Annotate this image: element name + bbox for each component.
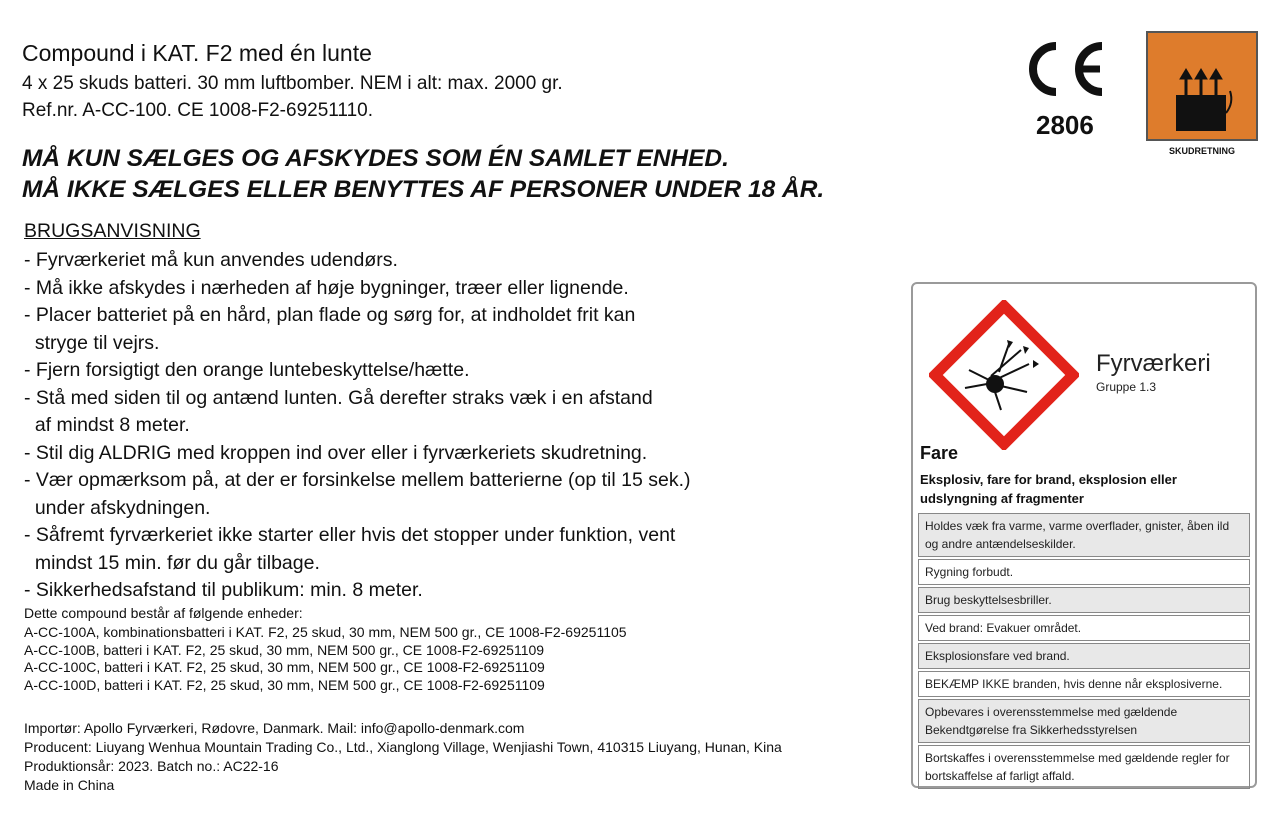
ghs-precaution-item: Brug beskyttelsesbriller. — [918, 587, 1250, 613]
instruction-line: - Stå med siden til og antænd lunten. Gå derefter straks væk i en afstand — [24, 386, 653, 409]
direction-caption: SKUDRETNING — [1168, 146, 1235, 156]
instruction-line: - Fyrværkeriet må kun anvendes udendørs. — [24, 249, 398, 271]
unit-item: A-CC-100D, batteri i KAT. F2, 25 skud, 30 mm, NEM 500 gr., CE 1008-F2-69251109 — [24, 676, 545, 693]
units-intro: Dette compound består af følgende enheder: — [24, 605, 303, 621]
unit-item: A-CC-100C, batteri i KAT. F2, 25 skud, 30 mm, NEM 500 gr., CE 1008-F2-69251109 — [24, 659, 545, 675]
instruction-line: - Må ikke afskydes i nærheden af høje bygninger, træer eller lignende. — [24, 276, 629, 299]
product-spec: 4 x 25 skuds batteri. 30 mm luftbomber. NEM i alt: max. 2000 gr. — [22, 73, 563, 94]
instruction-line: - Placer batteriet på en hård, plan flade og sørg for, at indholdet frit kan — [24, 304, 636, 326]
producer-info: Producent: Liuyang Wenhua Mountain Trading Co., Ltd., Xianglong Village, Wenjiashi Town, 410315 Liuyang, Hunan, Kina — [24, 739, 782, 755]
ghs-precaution-item: Rygning forbudt. — [918, 559, 1250, 585]
ghs-product-name: Fyrværkeri — [1096, 350, 1211, 377]
up-arrows-box-icon — [1148, 33, 1256, 139]
units-list — [24, 624, 627, 694]
age-warning: MÅ IKKE SÆLGES ELLER BENYTTES AF PERSONER UNDER 18 ÅR. — [22, 176, 825, 203]
unit-item: A-CC-100A, kombinationsbatteri i KAT. F2, 25 skud, 30 mm, NEM 500 gr., CE 1008-F2-69251105 — [24, 624, 627, 640]
ghs-hazard-statement: Eksplosiv, fare for brand, eksplosion eller udslyngning af fragmenter — [920, 472, 1177, 506]
ghs-signal-word: Fare — [920, 443, 959, 463]
instruction-line: mindst 15 min. før du går tilbage. — [24, 551, 320, 574]
instruction-line: stryge til vejrs. — [24, 331, 160, 354]
instructions-list — [24, 247, 914, 605]
instruction-line: under afskydningen. — [24, 496, 211, 519]
exploding-bomb-icon — [929, 300, 1079, 450]
instruction-line: - Sikkerhedsafstand til publikum: min. 8 meter. — [24, 579, 423, 601]
ghs-precaution-list — [918, 513, 1250, 791]
ghs-precaution-item: Opbevares i overensstemmelse med gældende Bekendtgørelse fra Sikkerhedsstyrelsen — [918, 699, 1250, 743]
product-title: Compound i KAT. F2 med én lunte — [22, 40, 372, 66]
instruction-line: - Fjern forsigtigt den orange luntebeskyttelse/hætte. — [24, 359, 470, 381]
instruction-line: - Vær opmærksom på, at der er forsinkelse mellem batterierne (op til 15 sek.) — [24, 469, 691, 491]
ghs-precaution-item: Ved brand: Evakuer området. — [918, 615, 1250, 641]
importer-info: Importør: Apollo Fyrværkeri, Rødovre, Danmark. Mail: info@apollo-denmark.com — [24, 720, 525, 736]
ce-notified-body-number: 2806 — [1036, 110, 1094, 140]
unit-item: A-CC-100B, batteri i KAT. F2, 25 skud, 30 mm, NEM 500 gr., CE 1008-F2-69251109 — [24, 641, 545, 658]
ghs-precaution-item: BEKÆMP IKKE branden, hvis denne når eksplosiverne. — [918, 671, 1250, 697]
ghs-group: Gruppe 1.3 — [1096, 380, 1157, 394]
production-year-batch: Produktionsår: 2023. Batch no.: AC22-16 — [24, 758, 279, 774]
ghs-precaution-item: Eksplosionsfare ved brand. — [918, 643, 1250, 669]
ghs-precaution-item: Holdes væk fra varme, varme overflader, gnister, åben ild og andre antændelseskilder. — [918, 513, 1250, 557]
instructions-heading: BRUGSANVISNING — [24, 220, 201, 242]
direction-box — [1146, 31, 1258, 141]
instruction-line: af mindst 8 meter. — [24, 414, 190, 436]
product-reference: Ref.nr. A-CC-100. CE 1008-F2-69251110. — [22, 100, 373, 121]
ghs-precaution-item: Bortskaffes i overensstemmelse med gældende regler for bortskaffelse af farligt affald. — [918, 745, 1250, 789]
made-in: Made in China — [24, 777, 115, 793]
instruction-line: - Såfremt fyrværkeriet ikke starter eller hvis det stopper under funktion, vent — [24, 524, 676, 546]
sale-warning: MÅ KUN SÆLGES OG AFSKYDES SOM ÉN SAMLET ENHED. — [22, 145, 729, 172]
instruction-line: - Stil dig ALDRIG med kroppen ind over eller i fyrværkeriets skudretning. — [24, 441, 648, 464]
ce-mark-icon — [1022, 38, 1108, 100]
